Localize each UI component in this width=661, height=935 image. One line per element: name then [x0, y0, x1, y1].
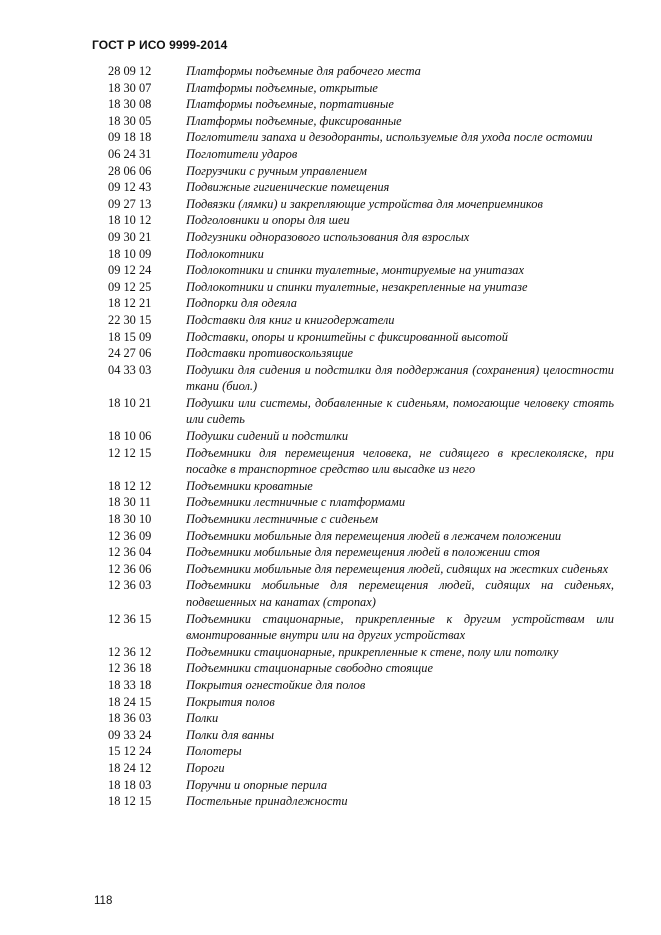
- entry-code: 12 36 03: [108, 578, 152, 593]
- entry-code: 18 36 03: [108, 711, 152, 726]
- entry-description: Покрытия огнестойкие для полов: [186, 677, 366, 692]
- index-entry: [0, 96, 661, 113]
- index-entry: [0, 677, 661, 694]
- index-entry: [0, 395, 661, 428]
- entry-code: 09 12 25: [108, 279, 152, 294]
- entry-description: Полотеры: [186, 744, 242, 759]
- index-entry: [0, 727, 661, 744]
- index-entry: [0, 262, 661, 279]
- entry-description: Подъемники стационарные, прикрепленные к другим устройствам или вмонтированные внутри или на других устройствах: [186, 611, 614, 643]
- entry-description: Платформы подъемные, портативные: [186, 97, 394, 112]
- page-header-title: ГОСТ Р ИСО 9999-2014: [92, 38, 228, 52]
- entry-code: 18 24 15: [108, 694, 152, 709]
- index-entry: [0, 428, 661, 445]
- entry-description: Пороги: [186, 760, 225, 775]
- entry-description: Полки: [186, 711, 219, 726]
- index-entry: [0, 494, 661, 511]
- entry-code: 18 30 05: [108, 113, 152, 128]
- entry-description: Подставки, опоры и кронштейны с фиксированной высотой: [186, 329, 508, 344]
- index-entry: [0, 478, 661, 495]
- entry-description: Покрытия полов: [186, 694, 275, 709]
- index-entry: [0, 146, 661, 163]
- index-entry: [0, 345, 661, 362]
- index-entry: [0, 743, 661, 760]
- entry-code: 18 30 07: [108, 80, 152, 95]
- index-entry: [0, 229, 661, 246]
- index-entry: [0, 793, 661, 810]
- entry-description: Поручни и опорные перила: [186, 777, 328, 792]
- index-entry: [0, 129, 661, 146]
- index-entry: [0, 577, 661, 610]
- entry-description: Подвижные гигиенические помещения: [186, 180, 390, 195]
- entry-description: Подголовники и опоры для шеи: [186, 213, 350, 228]
- index-entry: [0, 246, 661, 263]
- index-entry: [0, 544, 661, 561]
- entry-code: 12 36 18: [108, 661, 152, 676]
- entry-description: Поглотители ударов: [186, 146, 298, 161]
- entry-code: 18 30 10: [108, 512, 152, 527]
- index-entry: [0, 212, 661, 229]
- index-entry: [0, 511, 661, 528]
- entry-code: 28 06 06: [108, 163, 152, 178]
- entry-description: Подгузники одноразового использования для взрослых: [186, 229, 470, 244]
- index-entry: [0, 113, 661, 130]
- index-entry: [0, 760, 661, 777]
- index-entry: [0, 196, 661, 213]
- entry-code: 18 15 09: [108, 329, 152, 344]
- index-entry: [0, 163, 661, 180]
- entry-code: 18 10 06: [108, 429, 152, 444]
- entry-description: Подлокотники и спинки туалетные, незакрепленные на унитазе: [186, 279, 528, 294]
- index-entry: [0, 660, 661, 677]
- entry-code: 22 30 15: [108, 312, 152, 327]
- entry-code: 09 30 21: [108, 229, 152, 244]
- index-entry: [0, 710, 661, 727]
- entry-description: Платформы подъемные, открытые: [186, 80, 378, 95]
- entry-description: Подъемники лестничные с сиденьем: [186, 512, 379, 527]
- entry-code: 12 36 12: [108, 644, 152, 659]
- entry-code: 09 33 24: [108, 727, 152, 742]
- entry-description: Подушки для сидения и подстилки для поддержания (сохранения) целостности ткани (биол.): [186, 362, 614, 394]
- entry-description: Подъемники кроватные: [186, 478, 313, 493]
- entry-code: 24 27 06: [108, 346, 152, 361]
- entry-code: 18 10 09: [108, 246, 152, 261]
- entry-code: 12 36 09: [108, 528, 152, 543]
- entry-description: Подушки сидений и подстилки: [186, 429, 349, 444]
- entry-code: 18 12 15: [108, 794, 152, 809]
- index-entry: [0, 694, 661, 711]
- index-entry: [0, 445, 661, 478]
- index-entry: [0, 528, 661, 545]
- entry-code: 09 18 18: [108, 130, 152, 145]
- entry-code: 18 33 18: [108, 677, 152, 692]
- index-entry: [0, 644, 661, 661]
- entry-code: 18 12 12: [108, 478, 152, 493]
- entry-code: 18 10 21: [108, 395, 152, 410]
- entry-code: 06 24 31: [108, 146, 152, 161]
- entry-description: Подъемники мобильные для перемещения людей, сидящих на сиденьях, подвешенных на канатах (стропах): [186, 578, 614, 609]
- entry-code: 12 12 15: [108, 445, 152, 460]
- entry-code: 09 12 43: [108, 180, 152, 195]
- entry-code: 18 12 21: [108, 296, 152, 311]
- entry-description: Платформы подъемные для рабочего места: [186, 64, 421, 78]
- index-entry: [0, 80, 661, 97]
- entry-description: Подлокотники и спинки туалетные, монтируемые на унитазах: [186, 263, 524, 278]
- entry-description: Подъемники для перемещения человека, не сидящего в креслеколяске, при посадке в транспортное средство или высадке из него: [186, 445, 614, 477]
- index-entry: [0, 777, 661, 794]
- entry-description: Полки для ванны: [186, 727, 275, 742]
- entry-code: 12 36 06: [108, 561, 152, 576]
- entry-description: Подставки для книг и книгодержатели: [186, 312, 395, 327]
- index-entry: [0, 611, 661, 644]
- entry-description: Подъемники мобильные для перемещения людей в положении стоя: [186, 545, 541, 560]
- entry-code: 28 09 12: [108, 64, 152, 78]
- entry-description: Поглотители запаха и дезодоранты, используемые для ухода после остомии: [186, 130, 593, 145]
- entry-description: Подушки или системы, добавленные к сиденьям, помогающие человеку стоять или сидеть: [186, 395, 614, 427]
- entry-code: 18 24 12: [108, 760, 152, 775]
- entry-description: Подъемники мобильные для перемещения людей, сидящих на жестких сиденьях: [186, 561, 609, 576]
- index-entries-list: [0, 63, 661, 810]
- index-entry: [0, 63, 661, 80]
- entry-description: Подъемники мобильные для перемещения людей в лежачем положении: [186, 528, 562, 543]
- entry-code: 18 30 08: [108, 97, 152, 112]
- entry-description: Подставки противоскользящие: [186, 346, 354, 361]
- entry-code: 18 30 11: [108, 495, 151, 510]
- entry-code: 09 27 13: [108, 196, 152, 211]
- entry-description: Подвязки (лямки) и закрепляющие устройства для мочеприемников: [186, 196, 543, 211]
- entry-code: 18 18 03: [108, 777, 152, 792]
- entry-code: 12 36 15: [108, 611, 152, 626]
- entry-description: Подпорки для одеяла: [186, 296, 297, 311]
- entry-code: 12 36 04: [108, 545, 152, 560]
- index-entry: [0, 312, 661, 329]
- entry-description: Подъемники стационарные свободно стоящие: [186, 661, 433, 676]
- entry-description: Платформы подъемные, фиксированные: [186, 113, 402, 128]
- index-entry: [0, 295, 661, 312]
- entry-description: Подлокотники: [186, 246, 264, 261]
- index-entry: [0, 179, 661, 196]
- page-number: 118: [94, 895, 113, 907]
- entry-description: Подъемники лестничные с платформами: [186, 495, 406, 510]
- entry-code: 18 10 12: [108, 213, 152, 228]
- index-entry: [0, 329, 661, 346]
- entry-description: Постельные принадлежности: [186, 794, 348, 809]
- index-entry: [0, 362, 661, 395]
- entry-code: 09 12 24: [108, 263, 152, 278]
- entry-code: 04 33 03: [108, 362, 152, 377]
- index-entry: [0, 279, 661, 296]
- index-entry: [0, 561, 661, 578]
- entry-description: Погрузчики с ручным управлением: [186, 163, 367, 178]
- entry-code: 15 12 24: [108, 744, 152, 759]
- entry-description: Подъемники стационарные, прикрепленные к стене, полу или потолку: [186, 644, 559, 659]
